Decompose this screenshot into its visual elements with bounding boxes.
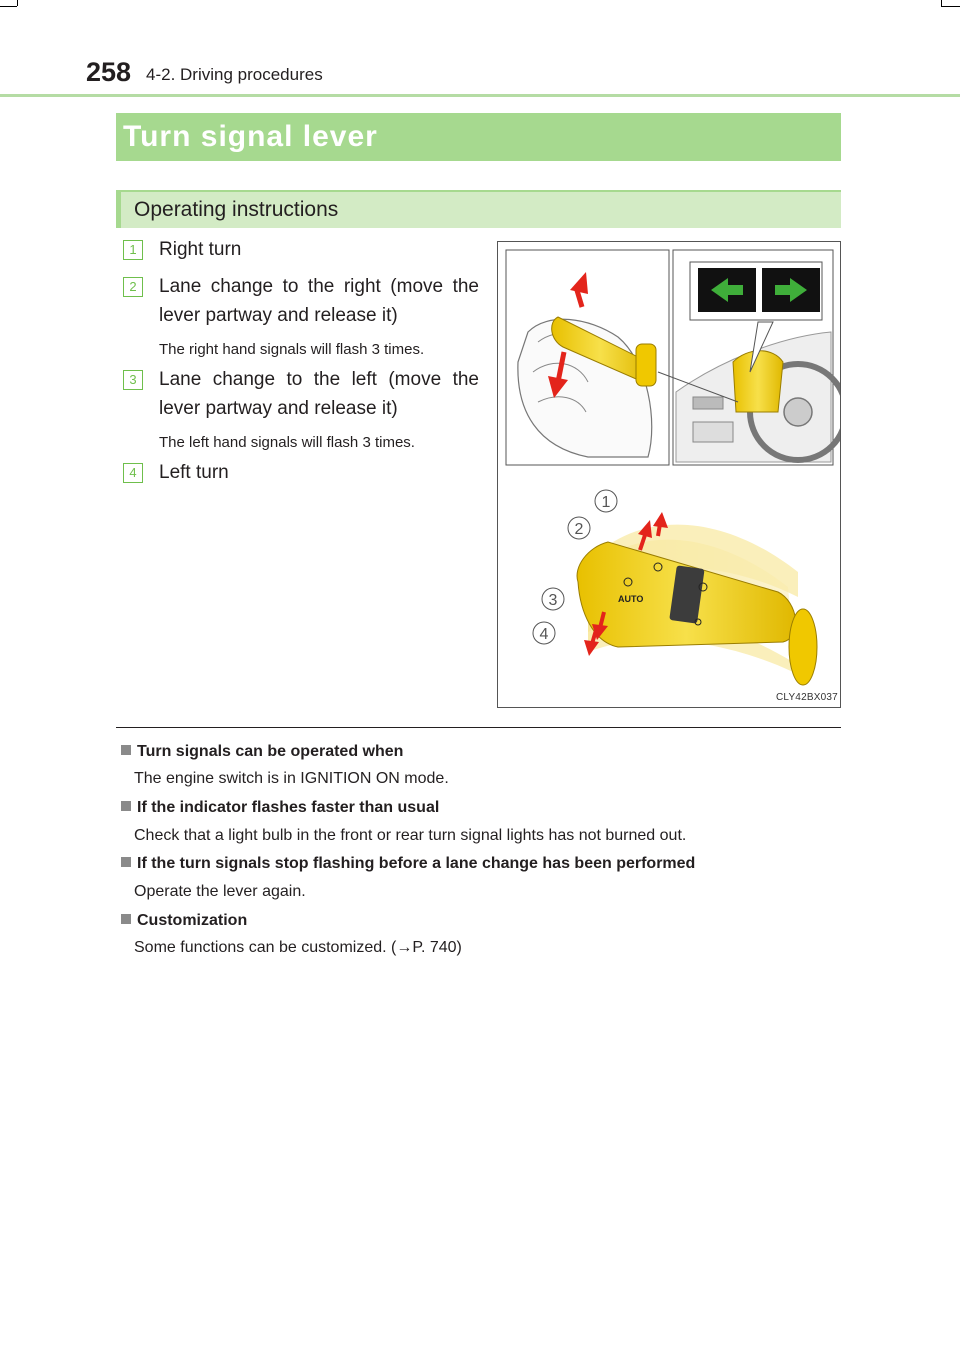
item-number-2: 2 [123,277,143,297]
note-body-4[interactable]: Some functions can be customized. (→P. 740) [134,939,462,956]
callout-3: 3 [548,592,558,609]
note-heading-2: If the indicator flashes faster than usual [121,797,439,819]
turn-signal-figure [497,241,841,708]
bullet-square-icon [121,914,131,924]
bullet-square-icon [121,745,131,755]
item-number-3: 3 [123,370,143,390]
section-title: Turn signal lever [123,120,378,153]
item-note-3: The left hand signals will flash 3 times. [159,434,415,451]
callout-1: 1 [601,494,611,511]
hand-on-lever-inset [506,250,669,465]
item-text-3: Lane change to the left (move the lever partway and release it) [159,369,479,419]
subsection-title: Operating instructions [134,198,339,221]
page-number: 258 [86,57,132,87]
note-heading-3: If the turn signals stop flashing before a lane change has been performed [121,853,695,875]
note-body-2: Check that a light bulb in the front or rear turn signal lights has not burned out. [134,827,687,844]
bullet-square-icon [121,801,131,811]
subsection-bar-accent [116,190,121,228]
notes-divider [116,727,841,728]
note-body-1: The engine switch is in IGNITION ON mode. [134,770,449,787]
crop-mark-top-left-v [17,0,18,6]
switch-label-auto: AUTO [618,594,644,604]
running-head: 4-2. Driving procedures [146,65,323,84]
note-heading-4: Customization [121,910,247,932]
figure-code: CLY42BX037 [776,692,838,703]
item-number-1: 1 [123,240,143,260]
callout-2: 2 [574,521,584,538]
crop-mark-top-right-h [941,6,960,7]
figure-illustration [498,242,840,707]
item-text-4: Left turn [159,462,229,483]
subsection-bar-rule [116,190,841,192]
header-rule [0,94,960,97]
note-heading-1: Turn signals can be operated when [121,741,403,763]
item-text-1: Right turn [159,239,242,260]
callout-4: 4 [539,626,549,643]
note-body-3: Operate the lever again. [134,883,306,900]
item-note-2: The right hand signals will flash 3 times. [159,341,425,358]
item-text-2: Lane change to the right (move the lever partway and release it) [159,276,479,326]
lever-positions-diagram [506,477,833,699]
dashboard-inset [658,250,840,465]
bullet-square-icon [121,857,131,867]
item-number-4: 4 [123,463,143,483]
crop-mark-top-left-h [0,6,17,7]
